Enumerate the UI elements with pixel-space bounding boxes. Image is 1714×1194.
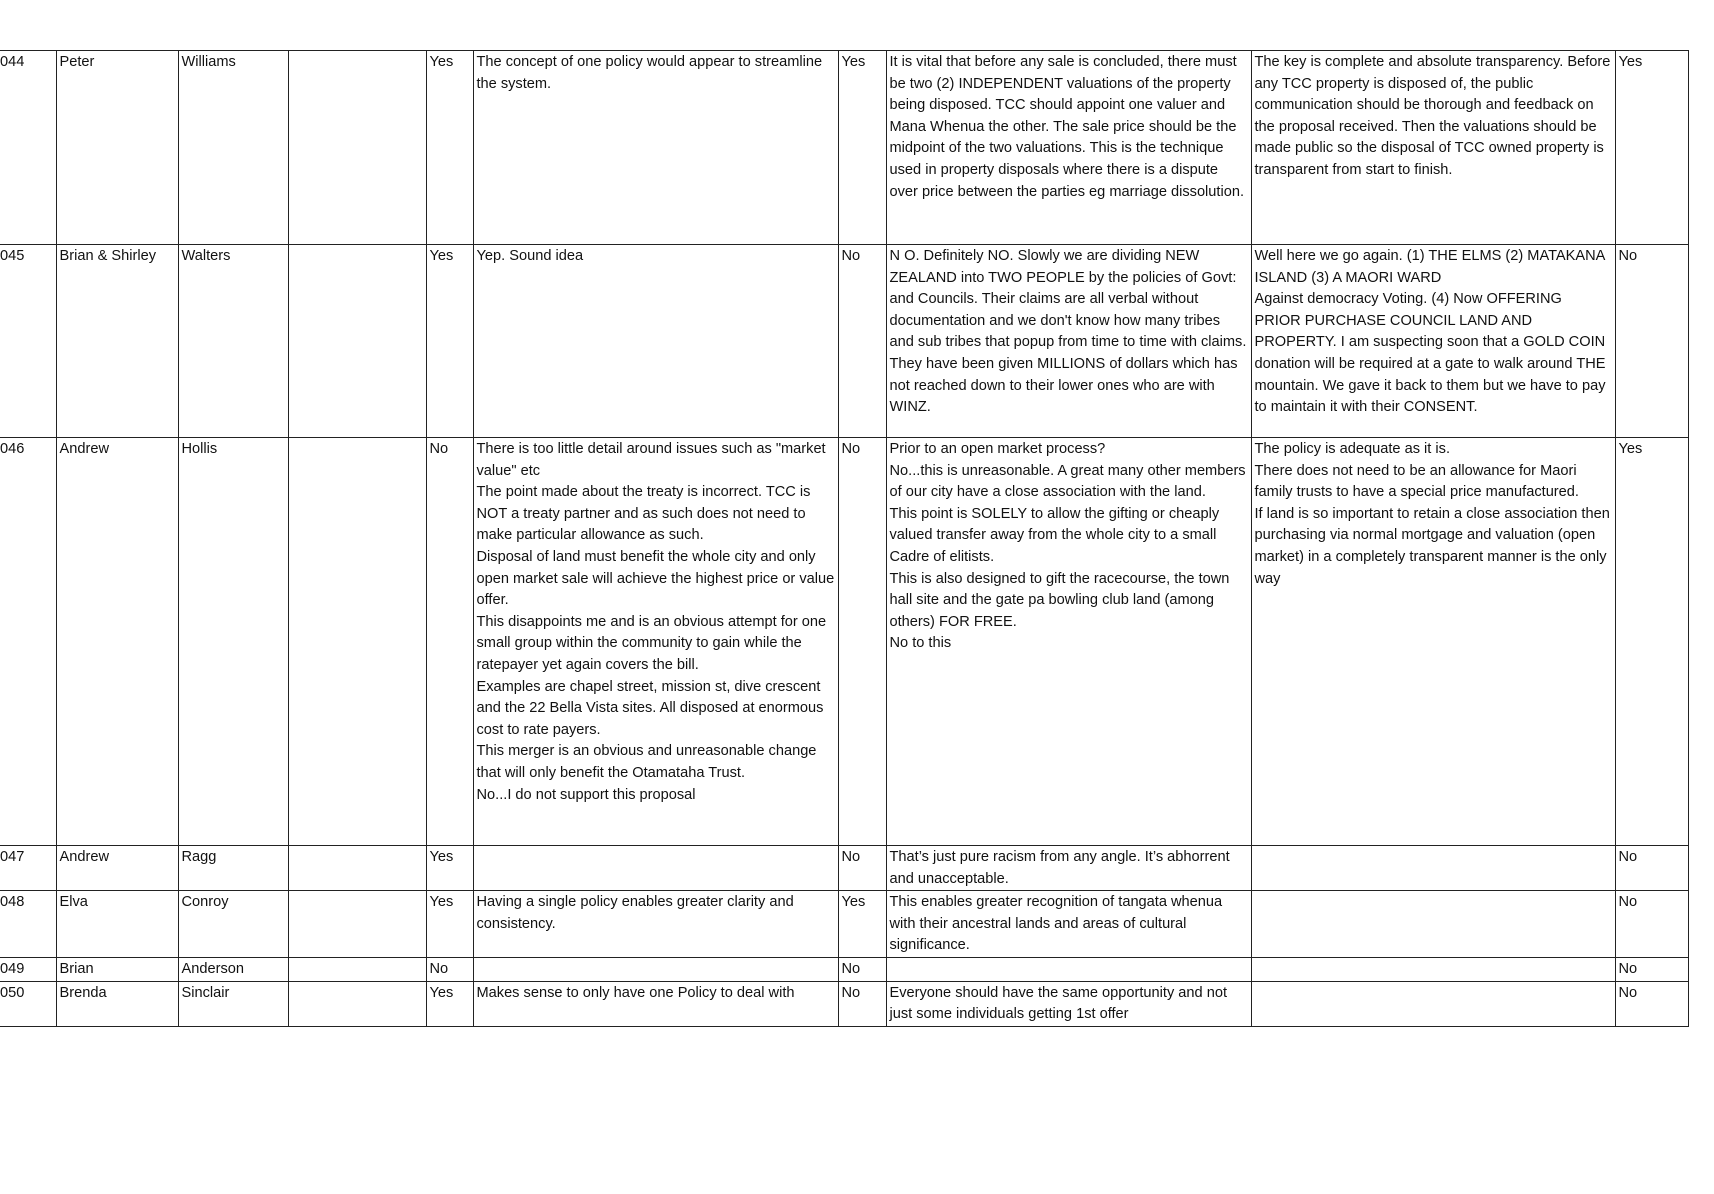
table-row (0, 957, 1688, 981)
submission-id-cell: 044 (0, 51, 56, 245)
q1-answer-cell: Yes (426, 891, 473, 958)
q2-answer-cell: Yes (838, 51, 886, 245)
q2-answer-cell: No (838, 245, 886, 438)
q1-answer-cell: Yes (426, 51, 473, 245)
table-row (0, 891, 1688, 958)
q2-comment-cell (886, 957, 1251, 981)
first-name-cell: Elva (56, 891, 178, 958)
q4-answer-cell: Yes (1615, 438, 1688, 846)
q3-comment-cell (1251, 981, 1615, 1026)
q2-comment-cell: It is vital that before any sale is concluded, there must be two (2) INDEPENDENT valuations of the property being disposed. TCC should appoint one valuer and Mana Whenua the other. The sale price should be the midpoint of the two valuations. This is the technique used in property disposals where there is a dispute over price between the parties eg marriage dissolution. (886, 51, 1251, 245)
q1-answer-cell: No (426, 438, 473, 846)
q2-comment-cell: Everyone should have the same opportunity and not just some individuals getting 1st offer (886, 981, 1251, 1026)
q3-comment-cell: The key is complete and absolute transparency. Before any TCC property is disposed of, the public communication should be thorough and feedback on the proposal received. Then the valuations should be made public so the disposal of TCC owned property is transparent from start to finish. (1251, 51, 1615, 245)
blank-cell (288, 891, 426, 958)
blank-cell (288, 981, 426, 1026)
q4-answer-cell: No (1615, 981, 1688, 1026)
q1-answer-cell: Yes (426, 846, 473, 891)
first-name-cell: Andrew (56, 846, 178, 891)
q2-comment-cell: Prior to an open market process? No...this is unreasonable. A great many other members of our city have a close association with the land. This point is SOLELY to allow the gifting or cheaply valued transfer away from the whole city to a small Cadre of elitists. This is also designed to gift the racecourse, the town hall site and the gate pa bowling club land (among others) FOR FREE. No to this (886, 438, 1251, 846)
blank-cell (288, 438, 426, 846)
q3-comment-cell (1251, 891, 1615, 958)
q1-comment-cell: There is too little detail around issues such as "market value" etc The point made about the treaty is incorrect. TCC is NOT a treaty partner and as such does not need to make particular allowance as such. Disposal of land must benefit the whole city and only open market sale will achieve the highest price or value offer. This disappoints me and is an obvious attempt for one small group within the community to gain while the ratepayer yet again covers the bill. Examples are chapel street, mission st, dive crescent and the 22 Bella Vista sites. All disposed at enormous cost to rate payers. This merger is an obvious and unreasonable change that will only benefit the Otamataha Trust. No...I do not support this proposal (473, 438, 838, 846)
q1-comment-cell: Yep. Sound idea (473, 245, 838, 438)
blank-cell (288, 51, 426, 245)
submission-id-cell: 046 (0, 438, 56, 846)
table-row (0, 51, 1688, 245)
blank-cell (288, 846, 426, 891)
q2-answer-cell: No (838, 957, 886, 981)
submission-id-cell: 049 (0, 957, 56, 981)
q4-answer-cell: No (1615, 891, 1688, 958)
table-row (0, 245, 1688, 438)
submission-id-cell: 045 (0, 245, 56, 438)
blank-cell (288, 245, 426, 438)
q4-answer-cell: No (1615, 245, 1688, 438)
submissions-table (0, 50, 1689, 1027)
last-name-cell: Sinclair (178, 981, 288, 1026)
last-name-cell: Walters (178, 245, 288, 438)
first-name-cell: Brenda (56, 981, 178, 1026)
q2-answer-cell: No (838, 846, 886, 891)
q1-answer-cell: No (426, 957, 473, 981)
first-name-cell: Brian & Shirley (56, 245, 178, 438)
submission-id-cell: 050 (0, 981, 56, 1026)
q1-comment-cell: Having a single policy enables greater clarity and consistency. (473, 891, 838, 958)
q4-answer-cell: Yes (1615, 51, 1688, 245)
q1-comment-cell (473, 957, 838, 981)
submission-id-cell: 047 (0, 846, 56, 891)
first-name-cell: Peter (56, 51, 178, 245)
last-name-cell: Williams (178, 51, 288, 245)
q2-comment-cell: This enables greater recognition of tangata whenua with their ancestral lands and areas of cultural significance. (886, 891, 1251, 958)
q2-answer-cell: No (838, 981, 886, 1026)
last-name-cell: Conroy (178, 891, 288, 958)
q1-answer-cell: Yes (426, 245, 473, 438)
table-row (0, 846, 1688, 891)
last-name-cell: Hollis (178, 438, 288, 846)
q3-comment-cell (1251, 846, 1615, 891)
first-name-cell: Andrew (56, 438, 178, 846)
q3-comment-cell (1251, 957, 1615, 981)
q2-comment-cell: That’s just pure racism from any angle. It’s abhorrent and unacceptable. (886, 846, 1251, 891)
q3-comment-cell: The policy is adequate as it is. There does not need to be an allowance for Maori family trusts to have a special price manufactured. If land is so important to retain a close association then purchasing via normal mortgage and valuation (open market) in a completely transparent manner is the only way (1251, 438, 1615, 846)
blank-cell (288, 957, 426, 981)
table-row (0, 981, 1688, 1026)
q3-comment-cell: Well here we go again. (1) THE ELMS (2) MATAKANA ISLAND (3) A MAORI WARD Against democracy Voting. (4) Now OFFERING PRIOR PURCHASE COUNCIL LAND AND PROPERTY. I am suspecting soon that a GOLD COIN donation will be required at a gate to walk around THE mountain. We gave it back to them but we have to pay to maintain it with their CONSENT. (1251, 245, 1615, 438)
q4-answer-cell: No (1615, 957, 1688, 981)
last-name-cell: Anderson (178, 957, 288, 981)
table-row (0, 438, 1688, 846)
last-name-cell: Ragg (178, 846, 288, 891)
q1-comment-cell: Makes sense to only have one Policy to deal with (473, 981, 838, 1026)
q4-answer-cell: No (1615, 846, 1688, 891)
q1-comment-cell (473, 846, 838, 891)
q2-comment-cell: N O. Definitely NO. Slowly we are dividing NEW ZEALAND into TWO PEOPLE by the policies of Govt: and Councils. Their claims are all verbal without documentation and we don't know how many tribes and sub tribes that popup from time to time with claims. They have been given MILLIONS of dollars which has not reached down to their lower ones who are with WINZ. (886, 245, 1251, 438)
q1-answer-cell: Yes (426, 981, 473, 1026)
q2-answer-cell: Yes (838, 891, 886, 958)
submission-id-cell: 048 (0, 891, 56, 958)
q2-answer-cell: No (838, 438, 886, 846)
first-name-cell: Brian (56, 957, 178, 981)
q1-comment-cell: The concept of one policy would appear to streamline the system. (473, 51, 838, 245)
